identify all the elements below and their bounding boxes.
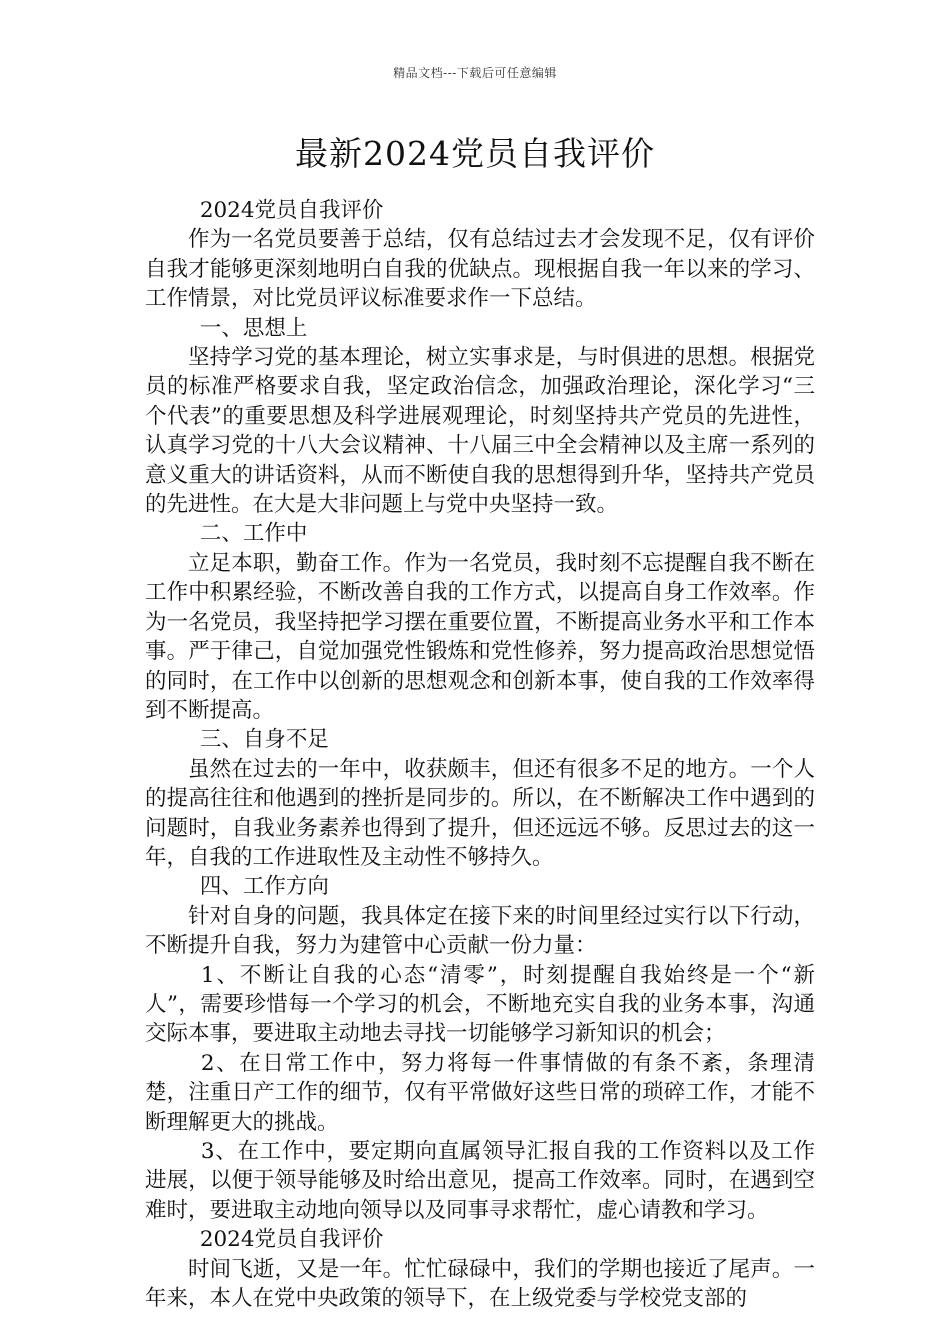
document-body	[145, 196, 815, 1313]
numbered-item: 2、在日常工作中，努力将每一件事情做的有条不紊，条理清楚，注重日产工作的细节，仅有平常做好这些日常的琐碎工作，才能不断理解更大的挑战。	[145, 1050, 815, 1135]
section-heading: 四、工作方向	[199, 874, 329, 900]
section-heading: 2024党员自我评价	[199, 1227, 384, 1253]
document-title: 最新2024党员自我评价	[295, 134, 655, 173]
section-heading: 二、工作中	[199, 521, 308, 547]
body-paragraph: 时间飞逝，又是一年。忙忙碌碌中，我们的学期也接近了尾声。一年来，本人在党中央政策的领导下，在上级党委与学校党支部的	[145, 1256, 815, 1312]
numbered-item: 3、在工作中，要定期向直属领导汇报自我的工作资料以及工作进展，以便于领导能够及时给出意见，提高工作效率。同时，在遇到空难时，要进取主动地向领导以及同事寻求帮忙，虚心请教和学习。	[145, 1139, 815, 1223]
numbered-item: 1、不断让自我的心态“清零”，时刻提醒自我始终是一个“新人”，需要珍惜每一个学习的机会，不断地充实自我的业务本事，沟通交际本事，要进取主动地去寻找一切能够学习新知识的机会；	[145, 962, 815, 1047]
body-paragraph: 坚持学习党的基本理论，树立实事求是，与时俱进的思想。根据党员的标准严格要求自我，坚定政治信念，加强政治理论，深化学习“三个代表”的重要思想及科学进展观理论，时刻坚持共产党员的先进性，认真学习党的十八大会议精神、十八届三中全会精神以及主席一系列的意义重大的讲话资料，从而不断使自我的思想得到升华，坚持共产党员的先进性。在大是大非问题上与党中央坚持一致。	[145, 345, 815, 518]
body-paragraph: 作为一名党员要善于总结，仅有总结过去才会发现不足，仅有评价自我才能够更深刻地明白自我的优缺点。现根据自我一年以来的学习、工作情景，对比党员评议标准要求作一下总结。	[145, 227, 815, 312]
body-paragraph: 针对自身的问题，我具体定在接下来的时间里经过实行以下行动，不断提升自我，努力为建管中心贡献一份力量：	[145, 903, 815, 959]
body-paragraph: 虽然在过去的一年中，收获颇丰，但还有很多不足的地方。一个人的提高往往和他遇到的挫折是同步的。所以，在不断解决工作中遇到的问题时，自我业务素养也得到了提升，但还远远不够。反思过去的这一年，自我的工作进取性及主动性不够持久。	[145, 756, 815, 870]
section-heading: 2024党员自我评价	[199, 198, 384, 223]
page-header-note: 精品文档---下载后可任意编辑	[393, 66, 557, 80]
section-heading: 三、自身不足	[199, 727, 329, 753]
section-heading: 一、思想上	[199, 315, 308, 341]
body-paragraph: 立足本职，勤奋工作。作为一名党员，我时刻不忘提醒自我不断在工作中积累经验，不断改善自我的工作方式，以提高自身工作效率。作为一名党员，我坚持把学习摆在重要位置，不断提高业务水平和工作本事。严于律己，自觉加强党性锻炼和党性修养，努力提高政治思想觉悟的同时，在工作中以创新的思想观念和创新本事，使自我的工作效率得到不断提高。	[145, 550, 815, 723]
